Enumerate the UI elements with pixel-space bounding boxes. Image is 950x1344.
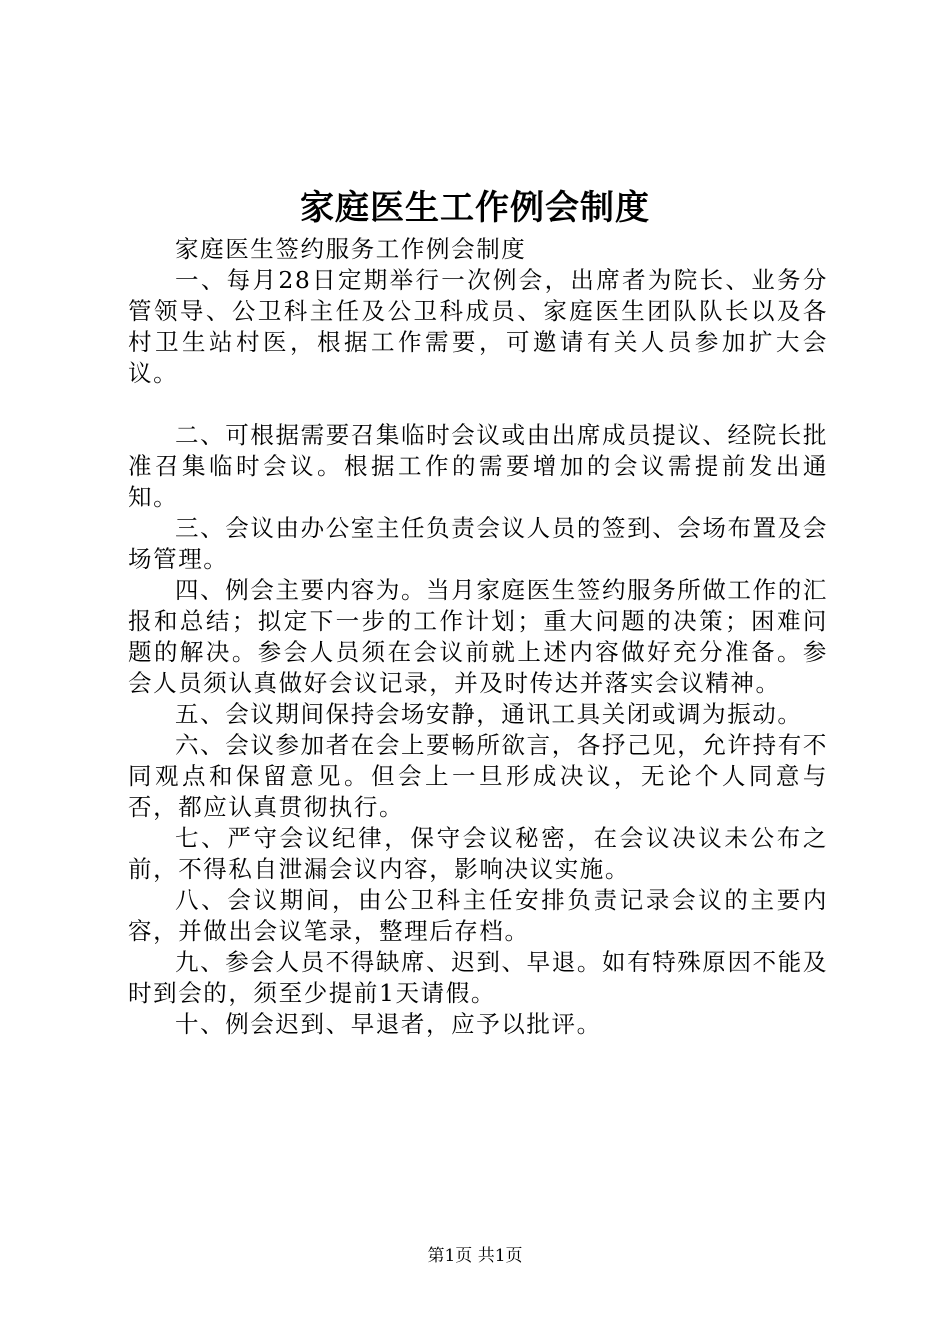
paragraph-item-10: 十、例会迟到、早退者，应予以批评。: [175, 1010, 602, 1038]
page-footer-indicator: 第1页 共1页: [427, 1246, 523, 1266]
paragraph-item-1: 一、每月28日定期举行一次例会，出席者为院长、业务分管领导、公卫科主任及公卫科成员、家庭医生团队队长以及各村卫生站村医，根据工作需要，可邀请有关人员参加扩大会议。: [128, 266, 828, 387]
paragraph-item-4: 四、例会主要内容为。当月家庭医生签约服务所做工作的汇报和总结；拟定下一步的工作计划；重大问题的决策；困难问题的解决。参会人员须在会议前就上述内容做好充分准备。参会人员须认真做好会议记录，并及时传达并落实会议精神。: [128, 576, 828, 697]
paragraph-item-9: 九、参会人员不得缺席、迟到、早退。如有特殊原因不能及时到会的，须至少提前1天请假。: [128, 948, 828, 1007]
paragraph-subtitle: 家庭医生签约服务工作例会制度: [175, 235, 527, 263]
paragraph-item-8: 八、会议期间，由公卫科主任安排负责记录会议的主要内容，并做出会议笔录，整理后存档。: [128, 886, 828, 945]
document-body: [128, 234, 828, 1040]
paragraph-item-6: 六、会议参加者在会上要畅所欲言，各抒己见，允许持有不同观点和保留意见。但会上一旦形成决议，无论个人同意与否，都应认真贯彻执行。: [128, 731, 828, 821]
paragraph-item-3: 三、会议由办公室主任负责会议人员的签到、会场布置及会场管理。: [128, 514, 828, 573]
paragraph-item-5: 五、会议期间保持会场安静，通讯工具关闭或调为振动。: [175, 700, 803, 728]
document-title: 家庭医生工作例会制度: [300, 188, 650, 228]
paragraph-item-2: 二、可根据需要召集临时会议或由出席成员提议、经院长批准召集临时会议。根据工作的需要增加的会议需提前发出通知。: [128, 421, 828, 511]
paragraph-item-7: 七、严守会议纪律，保守会议秘密，在会议决议未公布之前，不得私自泄漏会议内容，影响决议实施。: [128, 824, 828, 883]
